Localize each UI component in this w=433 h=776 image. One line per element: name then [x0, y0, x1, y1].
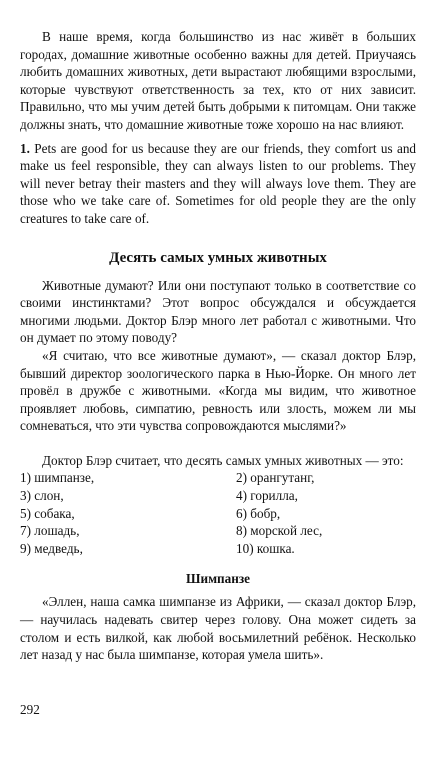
list-item: 1) шимпанзе,: [20, 470, 95, 486]
list-item: 7) лошадь,: [20, 523, 80, 539]
list-item: 6) бобр,: [236, 505, 281, 521]
paragraph-chimpanzee: «Эллен, наша самка шимпанзе из Африки, — сказал доктор Блэр, — научилась надевать свитер через голову. Она может сидеть за столом и есть вилкой, как любой восьмилетний ребёнок. Несколько лет назад у нас была шимпанзе, которая умела шить».: [20, 594, 416, 663]
list-item: 9) медведь,: [20, 540, 83, 556]
answer-text: Pets are good for us because they are our friends, they comfort us and make us feel responsible, they can always listen to our problems. They will never betray their masters and they will always love them. They are those who we take care of. Sometimes for old people they are the only creatures to take care of.: [20, 140, 417, 226]
answer-number: 1.: [20, 140, 30, 156]
paragraph-animals-think: Животные думают? Или они поступают только в соответствие со своими инстинктами? Этот вопрос обсуждался и обсуждается многими людьми. Доктор Блэр много лет работал с животными. Что он думает по этому поводу?: [20, 277, 416, 346]
list-item: 10) кошка.: [236, 540, 295, 556]
subsection-heading: Шимпанзе: [185, 571, 250, 587]
page-number: 292: [20, 702, 40, 717]
list-item: 3) слон,: [20, 488, 64, 504]
section-heading: Десять самых умных животных: [109, 249, 327, 266]
page-content: [20, 28, 416, 664]
paragraph-list-intro: Доктор Блэр считает, что десять самых умных животных — это:: [42, 452, 404, 468]
list-item: 8) морской лес,: [236, 523, 323, 539]
animals-list: [20, 469, 416, 557]
list-item: 4) горилла,: [236, 488, 298, 504]
paragraph-intro-russian: В наше время, когда большинство из нас живёт в больших городах, домашние животные особенно важны для детей. Приучаясь любить домашних животных, дети вырастают любящими взрослыми, которые чувствуют ответственность за тех, кто от них зависит. Правильно, что мы учим детей быть добрыми к питомцам. Они также должны знать, что домашние животные тоже хорошо на нас влияют.: [20, 29, 416, 132]
list-item: 2) орангутанг,: [236, 470, 315, 486]
paragraph-blair-quote: «Я считаю, что все животные думают», — сказал доктор Блэр, бывший директор зоологического парка в Нью-Йорке. Он много лет провёл в дружбе с животными. «Когда мы видим, что животное проявляет любовь, симпатию, ревность или злость, можем ли мы сомневаться, что эти чувства сопровождаются мыслями?»: [20, 347, 416, 434]
list-item: 5) собака,: [20, 505, 75, 521]
answer-paragraph: [20, 140, 416, 228]
